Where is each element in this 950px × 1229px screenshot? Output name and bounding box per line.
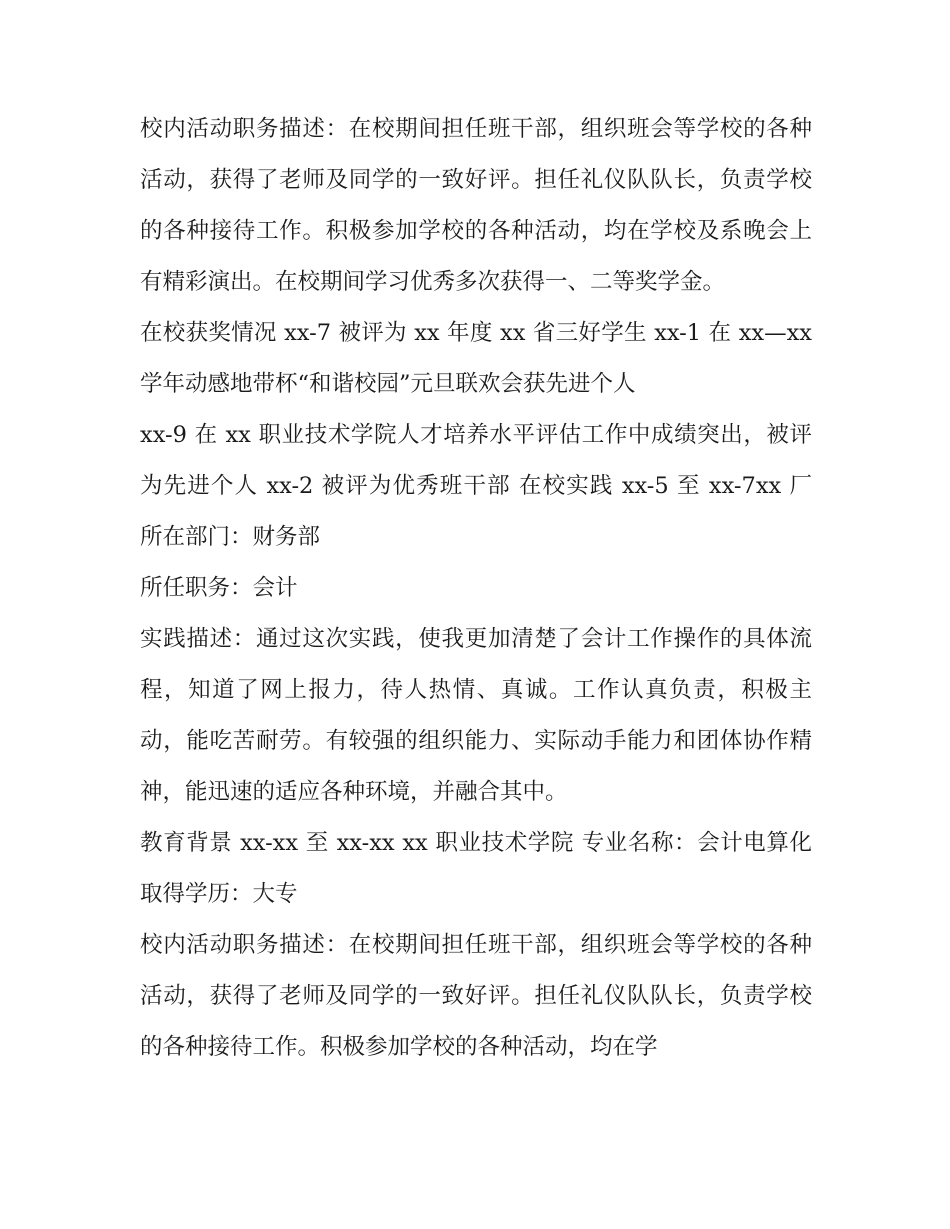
paragraph-practice-description: 实践描述：通过这次实践，使我更加清楚了会计工作操作的具体流程，知道了网上报力，待人热情、真诚。工作认真负责，积极主动，能吃苦耐劳。有较强的组织能力、实际动手能力和团体协作精神，能迅速的适应各种环境，并融合其中。 (140, 626, 812, 805)
paragraph-position: 所任职务：会计 (140, 575, 298, 601)
document-body (140, 104, 812, 1073)
paragraph-education: 教育背景 xx-xx 至 xx-xx xx 职业技术学院 专业名称：会计电算化 取得学历：大专 (140, 830, 812, 907)
paragraph-campus-activities-repeat: 校内活动职务描述：在校期间担任班干部，组织班会等学校的各种活动，获得了老师及同学的一致好评。担任礼仪队队长，负责学校的各种接待工作。积极参加学校的各种活动，均在学 (140, 932, 812, 1060)
paragraph-campus-activities: 校内活动职务描述：在校期间担任班干部，组织班会等学校的各种活动，获得了老师及同学的一致好评。担任礼仪队队长，负责学校的各种接待工作。积极参加学校的各种活动，均在学校及系晚会上有精彩演出。在校期间学习优秀多次获得一、二等奖学金。 (140, 116, 812, 295)
paragraph-awards-practice: xx-9 在 xx 职业技术学院人才培养水平评估工作中成绩突出，被评为先进个人 xx-2 被评为优秀班干部 在校实践 xx-5 至 xx-7xx 厂 所在部门：财务部 (140, 422, 812, 550)
paragraph-awards: 在校获奖情况 xx-7 被评为 xx 年度 xx 省三好学生 xx-1 在 xx—xx 学年动感地带杯“和谐校园”元旦联欢会获先进个人 (140, 320, 812, 397)
